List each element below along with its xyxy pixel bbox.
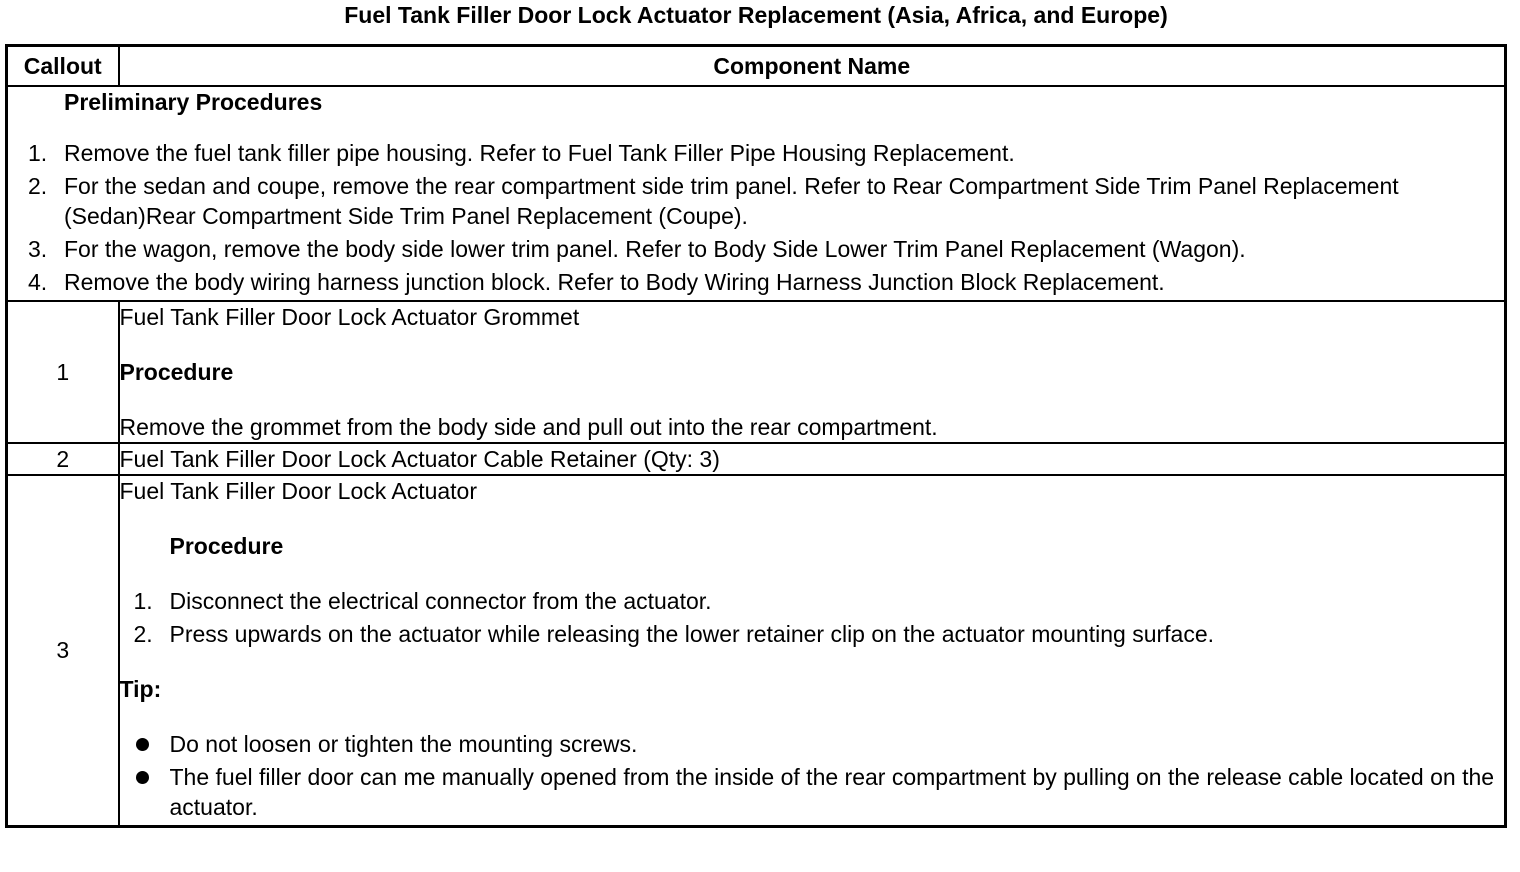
component-name-header: Component Name <box>119 46 1506 87</box>
callout-number: 3 <box>7 475 119 827</box>
procedure-step: Disconnect the electrical connector from the actuator. <box>169 588 712 614</box>
tip-text: Do not loosen or tighten the mounting screws. <box>169 731 638 757</box>
procedure-label: Procedure <box>169 533 284 559</box>
callout-header: Callout <box>7 46 119 87</box>
preliminary-step: Remove the fuel tank filler pipe housing. Refer to Fuel Tank Filler Pipe Housing Replacement. <box>64 140 1015 166</box>
preliminary-steps <box>8 138 1504 297</box>
preliminary-step: For the wagon, remove the body side lower trim panel. Refer to Body Side Lower Trim Panel Replacement (Wagon). <box>64 236 1246 262</box>
preliminary-heading: Preliminary Procedures <box>64 89 323 115</box>
procedure-text: Remove the grommet from the body side and pull out into the rear compartment. <box>119 414 938 440</box>
procedure-step: Press upwards on the actuator while releasing the lower retainer clip on the actuator mounting surface. <box>169 621 1215 647</box>
component-cell <box>119 475 1506 827</box>
bullet-icon <box>136 771 149 784</box>
preliminary-row <box>7 86 1506 301</box>
table-header-row <box>7 46 1506 87</box>
tip-text: The fuel filler door can me manually opened from the inside of the rear compartment by pulling on the release cable located on the actuator. <box>169 764 1495 820</box>
preliminary-step: Remove the body wiring harness junction block. Refer to Body Wiring Harness Junction Block Replacement. <box>64 269 1165 295</box>
component-cell <box>119 443 1506 475</box>
procedure-steps <box>120 586 1505 649</box>
tip-item <box>170 729 1505 759</box>
callout-number: 2 <box>7 443 119 475</box>
table-row <box>7 301 1506 443</box>
table-row <box>7 475 1506 827</box>
component-name: Fuel Tank Filler Door Lock Actuator <box>119 478 478 504</box>
component-table <box>5 44 1507 828</box>
component-cell <box>119 301 1506 443</box>
component-name: Fuel Tank Filler Door Lock Actuator Grommet <box>119 304 580 330</box>
bullet-icon <box>136 738 149 751</box>
tip-item <box>170 762 1505 822</box>
procedure-label: Procedure <box>119 359 234 385</box>
preliminary-procedures <box>7 86 1506 301</box>
component-name: Fuel Tank Filler Door Lock Actuator Cable Retainer (Qty: 3) <box>119 446 720 472</box>
tip-list <box>120 729 1505 822</box>
table-row <box>7 443 1506 475</box>
tip-label: Tip: <box>119 676 162 702</box>
page-title: Fuel Tank Filler Door Lock Actuator Replacement (Asia, Africa, and Europe) <box>344 2 1168 28</box>
callout-number: 1 <box>7 301 119 443</box>
preliminary-step: For the sedan and coupe, remove the rear compartment side trim panel. Refer to Rear Compartment Side Trim Panel Replacement (Sedan)Rear Compartment Side Trim Panel Replacement (Coupe). <box>64 173 1399 229</box>
